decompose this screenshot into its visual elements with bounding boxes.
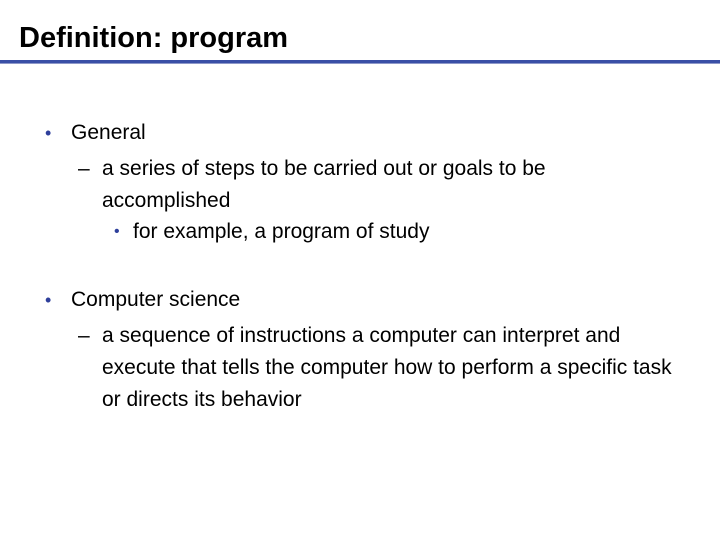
sub-bullet-cs-definition (78, 320, 678, 416)
bullet-marker: • (45, 123, 52, 143)
bullet-marker-small: • (114, 223, 120, 240)
bullet-marker: • (45, 290, 52, 310)
slide-title: Definition: program (19, 22, 289, 54)
bullet-general-text: General (71, 121, 146, 144)
sub-bullet-general-text: a series of steps to be carried out or goals to be accomplished (102, 157, 546, 212)
sub-bullet-general-definition (78, 153, 678, 217)
dash-marker: – (78, 324, 90, 347)
sub-bullet-cs-text: a sequence of instructions a computer can interpret and execute that tells the computer how to perform a specific task or directs its behavior (102, 324, 672, 411)
dash-marker: – (78, 157, 90, 180)
sub-sub-bullet-example-text: for example, a program of study (133, 220, 430, 243)
bullet-computer-science-text: Computer science (71, 288, 241, 311)
